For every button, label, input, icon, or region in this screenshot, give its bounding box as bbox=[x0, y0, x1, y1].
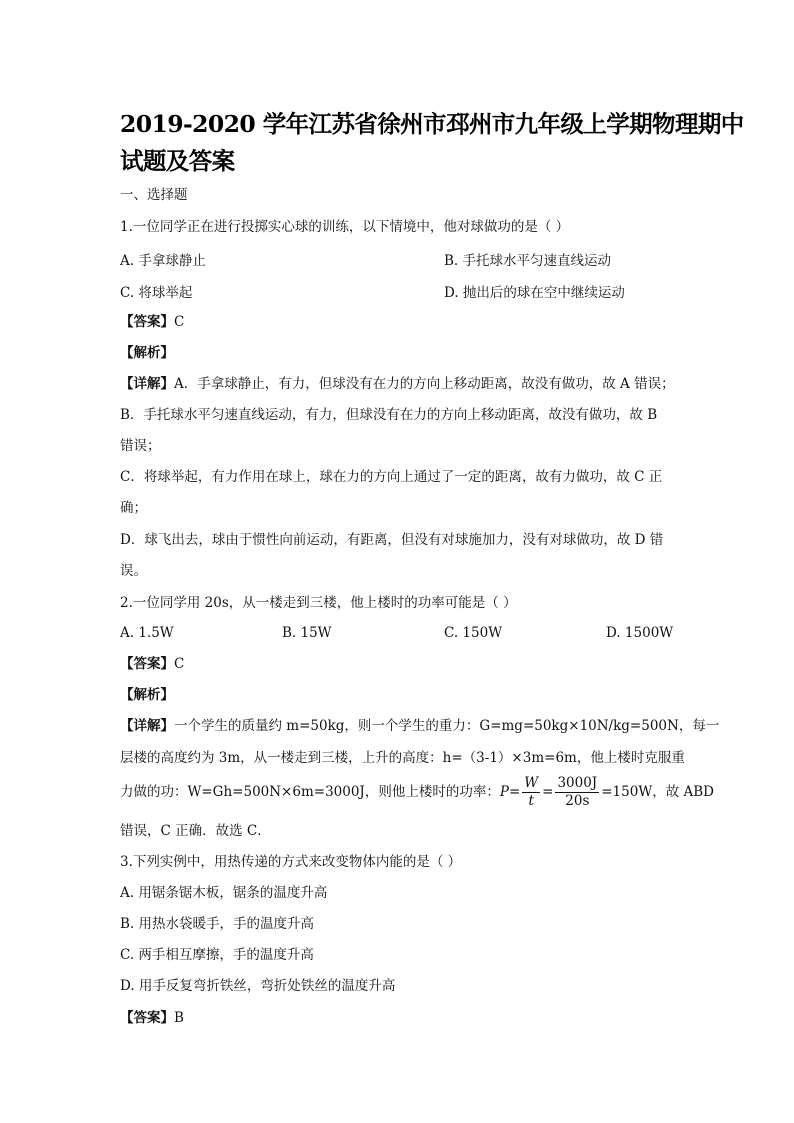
formula-numerator: 3000J bbox=[557, 775, 598, 791]
q1-detail-line: 确； bbox=[120, 500, 147, 516]
section-heading: 一、选择题 bbox=[120, 187, 188, 203]
q1-option-c: C. 将球举起 bbox=[120, 285, 193, 301]
document-title-line-1: 2019-2020 学年江苏省徐州市邳州市九年级上学期物理期中 bbox=[120, 110, 744, 138]
q2-option-b: B. 15W bbox=[282, 625, 332, 641]
q1-detail-line: 误。 bbox=[120, 563, 147, 579]
formula-fraction-values bbox=[555, 775, 599, 810]
q2-detail-line bbox=[120, 717, 719, 735]
formula-power-symbol: P bbox=[499, 784, 509, 800]
detail-tag: 【详解】 bbox=[120, 718, 174, 734]
formula-equals: = bbox=[542, 784, 554, 800]
q1-analysis-tag: 【解析】 bbox=[120, 345, 174, 361]
formula-denominator: t bbox=[528, 793, 534, 809]
formula-equals: = bbox=[508, 784, 521, 800]
q1-option-a: A. 手拿球静止 bbox=[120, 253, 206, 269]
q1-stem: 1.一位同学正在进行投掷实心球的训练，以下情境中，他对球做功的是（ ） bbox=[120, 219, 570, 235]
answer-tag: 【答案】 bbox=[120, 1010, 174, 1026]
q3-option-d: D. 用手反复弯折铁丝，弯折处铁丝的温度升高 bbox=[120, 978, 396, 994]
q2-option-a: A. 1.5W bbox=[120, 625, 174, 641]
q3-option-a: A. 用锯条锯木板，锯条的温度升高 bbox=[120, 885, 328, 901]
q2-detail-line: 层楼的高度约为 3m，从一楼走到三楼，上升的高度：h=（3-1）×3m=6m，他上楼时克服重 bbox=[120, 750, 685, 766]
answer-value: B bbox=[174, 1010, 184, 1026]
q1-answer bbox=[120, 313, 184, 331]
q1-detail-line bbox=[120, 375, 675, 393]
answer-tag: 【答案】 bbox=[120, 656, 174, 672]
detail-text: 力做的功：W=Gh=500N×6m=3000J，则他上楼时的功率： bbox=[120, 784, 500, 800]
q1-detail-line: B．手托球水平匀速直线运动，有力，但球没有在力的方向上移动距离，故没有做功，故 B bbox=[120, 407, 658, 423]
q1-option-d: D. 抛出后的球在空中继续运动 bbox=[444, 285, 625, 301]
q1-option-b: B. 手托球水平匀速直线运动 bbox=[444, 253, 612, 269]
q2-detail-formula-line bbox=[120, 772, 714, 812]
q3-option-b: B. 用热水袋暖手，手的温度升高 bbox=[120, 916, 315, 932]
document-title-line-2: 试题及答案 bbox=[120, 147, 235, 175]
q1-detail-line: 错误； bbox=[120, 438, 161, 454]
q3-answer bbox=[120, 1009, 184, 1027]
q2-detail-line: 错误，C 正确．故选 C． bbox=[120, 823, 271, 839]
formula-fraction-wt bbox=[522, 775, 540, 810]
detail-text: ，故 ABD bbox=[652, 784, 714, 800]
q1-detail-line: C．将球举起，有力作用在球上，球在力的方向上通过了一定的距离，故有力做功，故 C 正 bbox=[120, 469, 663, 485]
q2-option-c: C. 150W bbox=[444, 625, 503, 641]
q2-stem: 2.一位同学用 20s，从一楼走到三楼，他上楼时的功率可能是（ ） bbox=[120, 595, 517, 611]
formula-result: =150W bbox=[601, 784, 653, 800]
q2-analysis-tag: 【解析】 bbox=[120, 687, 174, 703]
detail-text: A．手拿球静止，有力，但球没有在力的方向上移动距离，故没有做功，故 A 错误； bbox=[174, 376, 675, 392]
q2-answer bbox=[120, 655, 184, 673]
q3-option-c: C. 两手相互摩擦，手的温度升高 bbox=[120, 947, 314, 963]
detail-text: 一个学生的质量约 m=50kg，则一个学生的重力：G=mg=50kg×10N/kg=500N，每一 bbox=[174, 718, 720, 734]
q3-stem: 3.下列实例中，用热传递的方式来改变物体内能的是（ ） bbox=[120, 854, 462, 870]
q1-detail-line: D．球飞出去，球由于惯性向前运动，有距离，但没有对球施加力，没有对球做功，故 D 错 bbox=[120, 532, 664, 548]
formula-numerator: W bbox=[524, 775, 539, 791]
answer-tag: 【答案】 bbox=[120, 314, 174, 330]
detail-tag: 【详解】 bbox=[120, 376, 174, 392]
formula-denominator: 20s bbox=[565, 793, 590, 809]
answer-value: C bbox=[174, 314, 185, 330]
q2-option-d: D. 1500W bbox=[606, 625, 674, 641]
answer-value: C bbox=[174, 656, 185, 672]
